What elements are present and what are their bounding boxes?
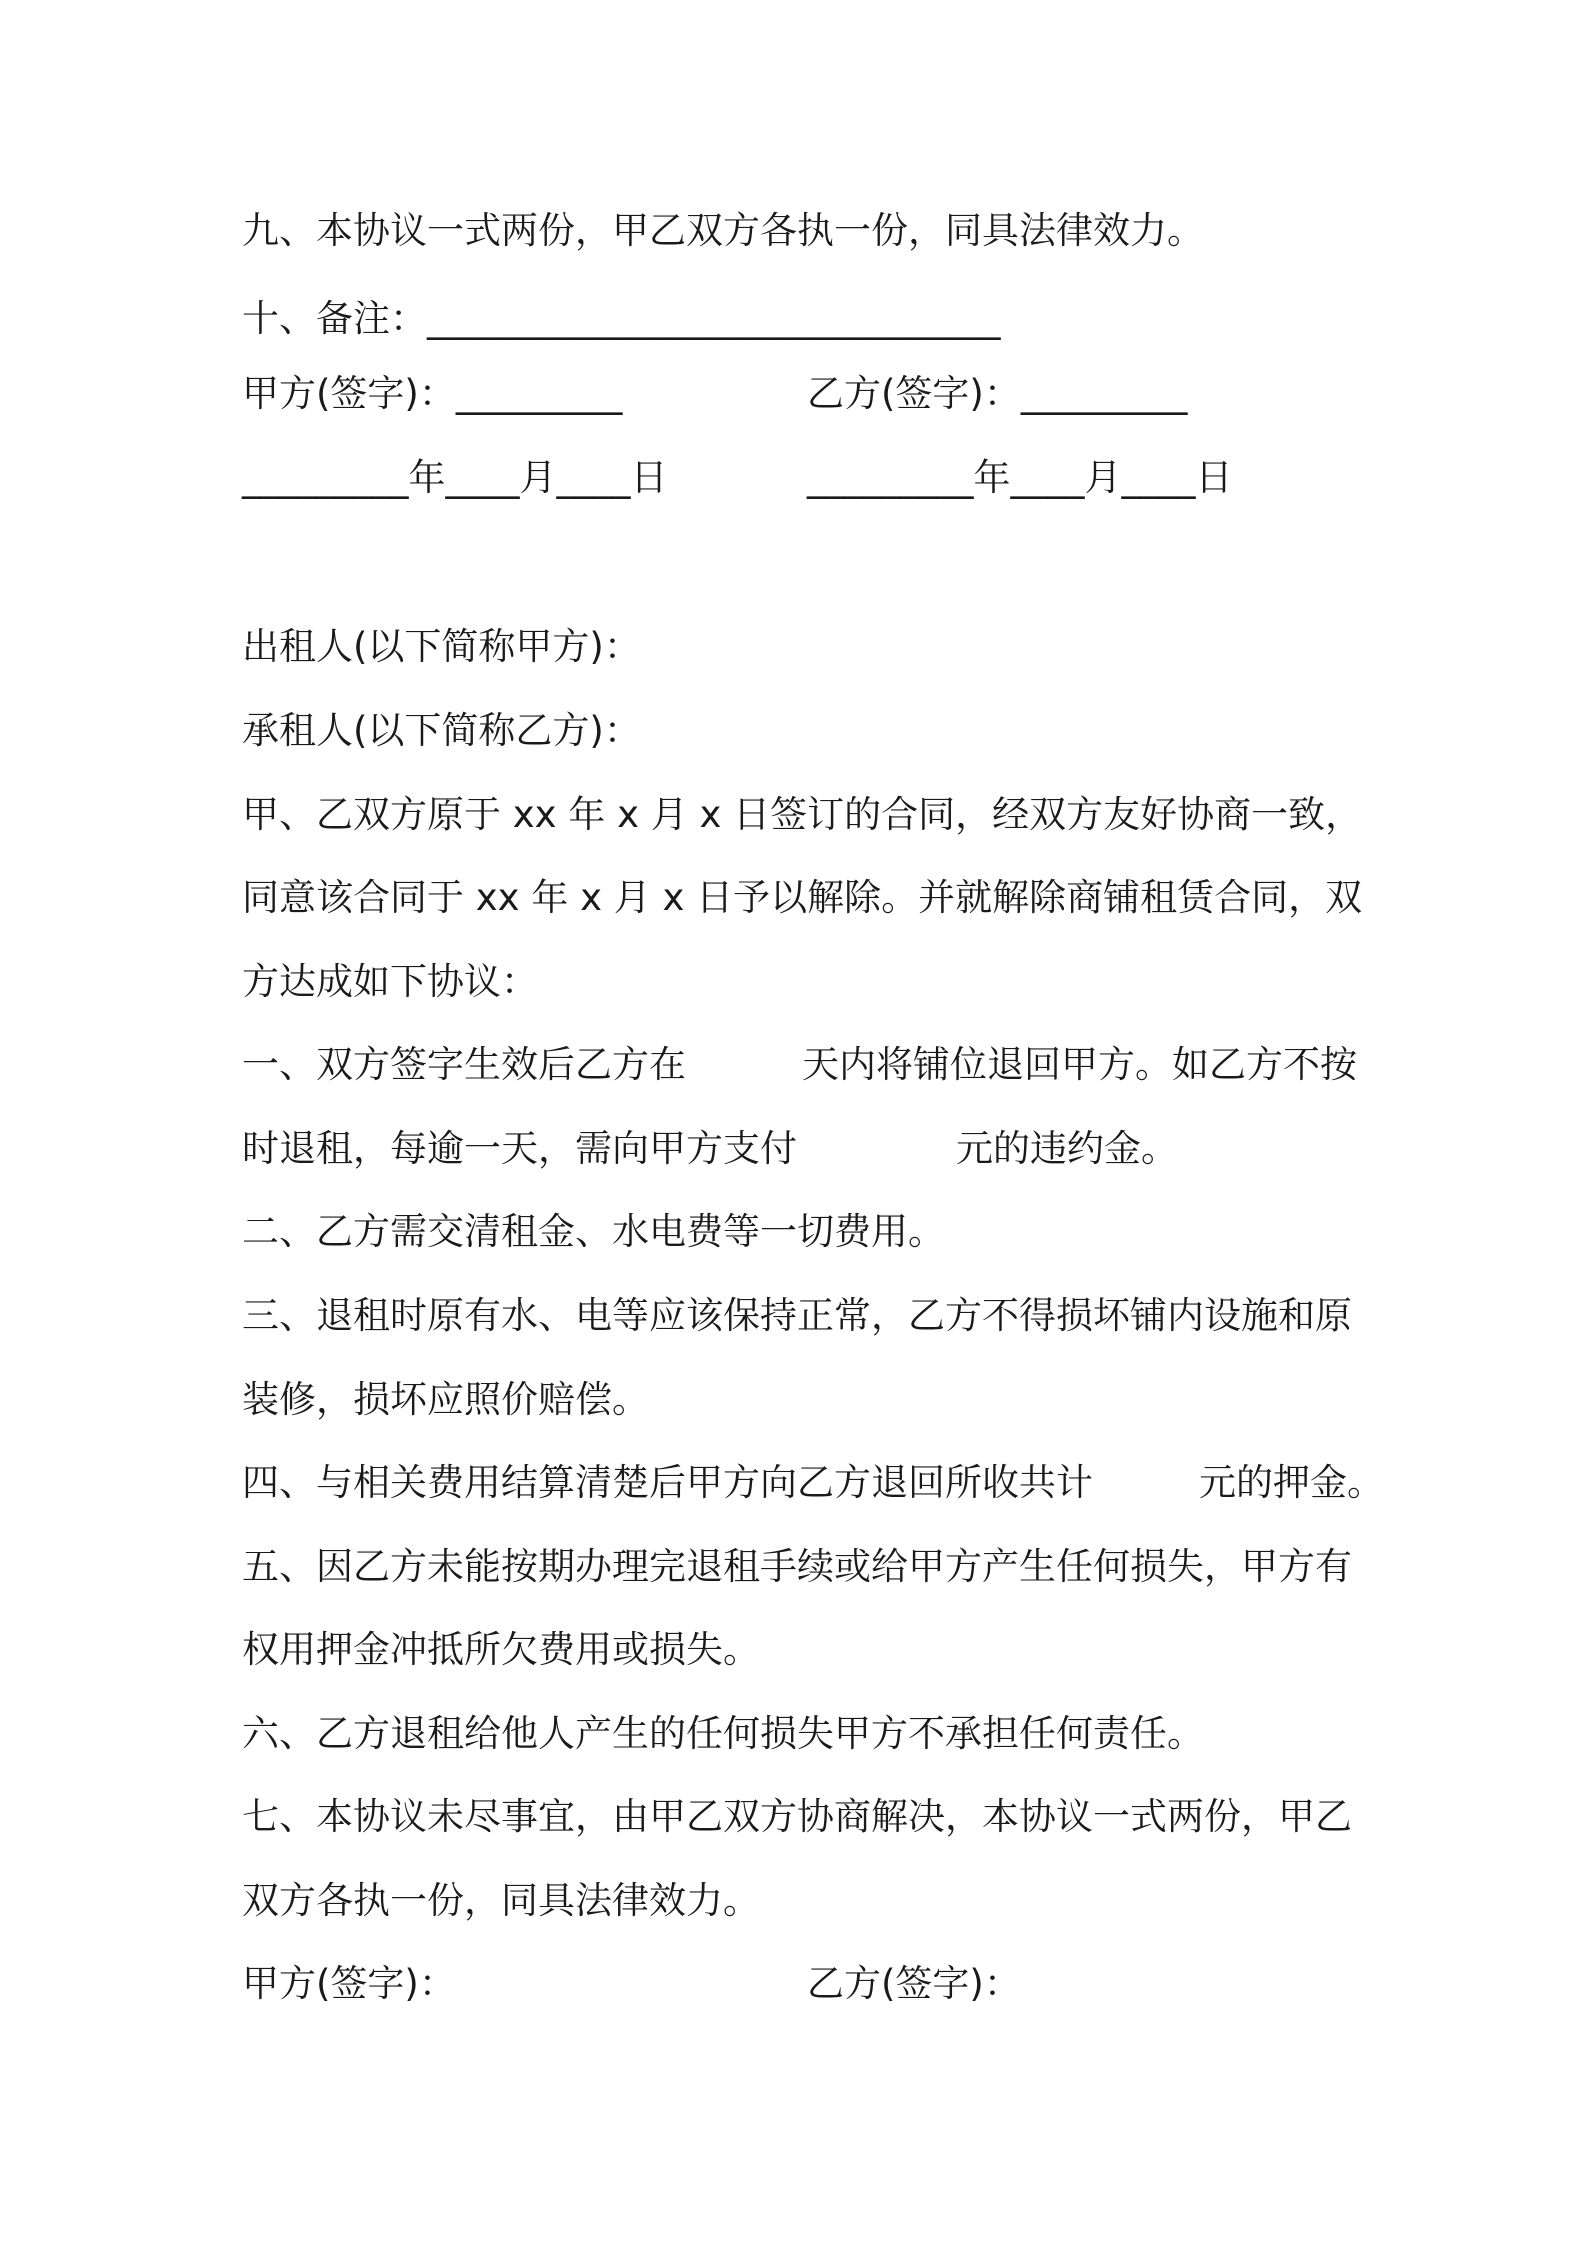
item-7-line-1: 七、本协议未尽事宜，由甲乙双方协商解决，本协议一式两份，甲乙 <box>242 1795 1352 1838</box>
item-1-part-a: 一、双方签字生效后乙方在 <box>242 1043 686 1086</box>
intro-paragraph-line-3: 方达成如下协议： <box>242 960 538 1003</box>
lessor-label: 出租人(以下简称甲方)： <box>242 625 641 668</box>
item-1-part-b: 天内将铺位退回甲方。如乙方不按 <box>802 1043 1357 1086</box>
party-b-signature-label: 乙方(签字)： <box>807 1962 1021 2005</box>
party-b-date-line: _________年____月____日 <box>807 456 1233 499</box>
item-1-part-d: 元的违约金。 <box>956 1127 1178 1170</box>
party-b-signature-line: 乙方(签字)：_________ <box>807 372 1188 415</box>
item-7-line-2: 双方各执一份，同具法律效力。 <box>242 1879 760 1922</box>
intro-paragraph-line-1: 甲、乙双方原于 xx 年 x 月 x 日签订的合同，经双方友好协商一致， <box>242 793 1363 836</box>
party-a-signature-label: 甲方(签字)： <box>242 1962 456 2005</box>
party-a-date-line: _________年____月____日 <box>242 456 668 499</box>
lessee-label: 承租人(以下简称乙方)： <box>242 709 641 752</box>
item-6: 六、乙方退租给他人产生的任何损失甲方不承担任何责任。 <box>242 1712 1204 1755</box>
item-5-line-1: 五、因乙方未能按期办理完退租手续或给甲方产生任何损失，甲方有 <box>242 1545 1352 1588</box>
item-3-line-1: 三、退租时原有水、电等应该保持正常，乙方不得损坏铺内设施和原 <box>242 1294 1352 1337</box>
item-4-part-b: 元的押金。 <box>1199 1461 1384 1504</box>
intro-paragraph-line-2: 同意该合同于 xx 年 x 月 x 日予以解除。并就解除商铺租赁合同，双 <box>242 876 1363 919</box>
item-1-part-c: 时退租，每逾一天，需向甲方支付 <box>242 1127 797 1170</box>
clause-10-remarks: 十、备注：_______________________________ <box>242 297 1001 340</box>
item-5-line-2: 权用押金冲抵所欠费用或损失。 <box>242 1628 760 1671</box>
clause-9: 九、本协议一式两份，甲乙双方各执一份，同具法律效力。 <box>242 209 1204 252</box>
party-a-signature-line: 甲方(签字)：_________ <box>242 372 623 415</box>
item-3-line-2: 装修，损坏应照价赔偿。 <box>242 1378 649 1421</box>
item-4-part-a: 四、与相关费用结算清楚后甲方向乙方退回所收共计 <box>242 1461 1093 1504</box>
item-2: 二、乙方需交清租金、水电费等一切费用。 <box>242 1210 945 1253</box>
